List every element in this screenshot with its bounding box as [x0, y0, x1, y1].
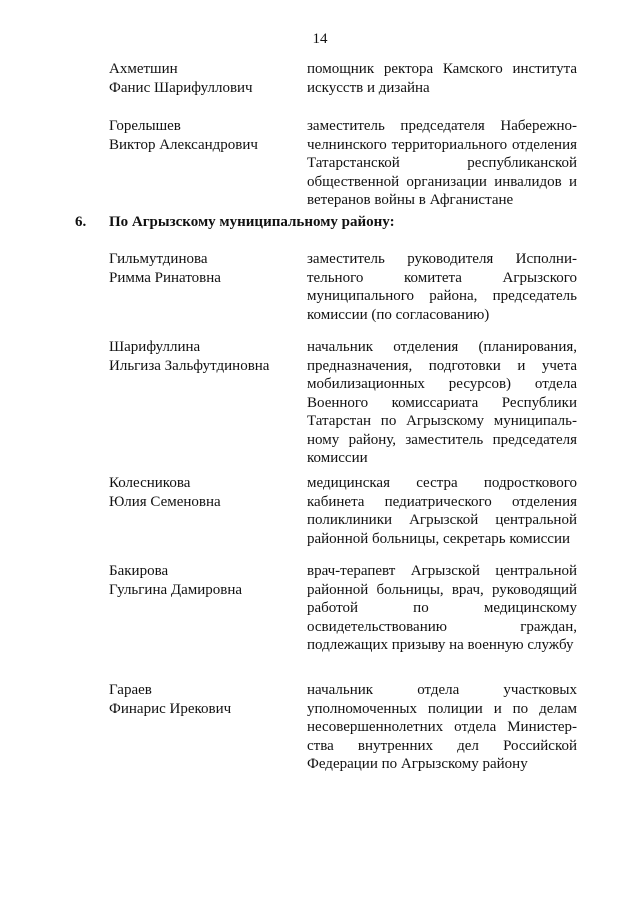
member-position: начальник отдела участковых уполномоченных полиции и по делам несовершеннолетних отдела Министерства внутренних дел Российской Федерации по Агрызскому району — [307, 682, 577, 772]
member-position: заместитель председателя Набережночелнинского территориального отделения Татарстанской республиканской общественной организации инвалидов и ветеранов войны в Афганистане — [307, 118, 577, 208]
member-name — [109, 474, 294, 511]
member-given-names: Римма Ринатовна — [109, 269, 221, 286]
section-number: 6. — [75, 214, 87, 230]
member-position: врач-терапевт Агрызской центральной районной больницы, врач, руководящий работой по медицинскому освидетельствованию граждан, подлежащих призыву на военную службу — [307, 563, 577, 653]
member-name — [109, 681, 294, 718]
member-given-names: Юлия Семеновна — [109, 493, 221, 510]
member-position: начальник отделения (планирования, предназначения, подготовки и учета мобилизационных ресурсов) отдела Военного комиссариата Республики Татарстан по Агрызскому муниципальному району, заместитель председателя комиссии — [307, 339, 577, 466]
member-surname: Ахметшин — [109, 61, 178, 77]
member-surname: Бакирова — [109, 563, 169, 579]
section-title: По Агрызскому муниципальному району: — [109, 214, 395, 230]
member-surname: Горелышев — [109, 118, 181, 134]
member-name — [109, 562, 294, 599]
member-name — [109, 338, 294, 375]
member-name — [109, 117, 294, 154]
member-position: помощник ректора Камского института искусств и дизайна — [307, 61, 577, 96]
member-surname: Гильмутдинова — [109, 251, 208, 267]
member-given-names: Фанис Шарифуллович — [109, 79, 253, 96]
member-name — [109, 60, 294, 97]
page-number: 14 — [312, 31, 328, 47]
member-given-names: Гульгина Дамировна — [109, 581, 243, 598]
member-name — [109, 250, 294, 287]
member-given-names: Виктор Александрович — [109, 136, 258, 153]
member-surname: Гараев — [109, 682, 152, 698]
member-position: медицинская сестра подросткового кабинета педиатрического отделения поликлиники Агрызской центральной районной больницы, секретарь комиссии — [307, 475, 577, 547]
member-position: заместитель руководителя Исполнительного комитета Агрызского муниципального района, председатель комиссии (по согласованию) — [307, 251, 577, 323]
member-given-names: Ильгиза Зальфутдиновна — [109, 357, 270, 374]
member-surname: Колесникова — [109, 475, 191, 491]
member-surname: Шарифуллина — [109, 339, 201, 355]
member-given-names: Финарис Ирекович — [109, 700, 232, 717]
